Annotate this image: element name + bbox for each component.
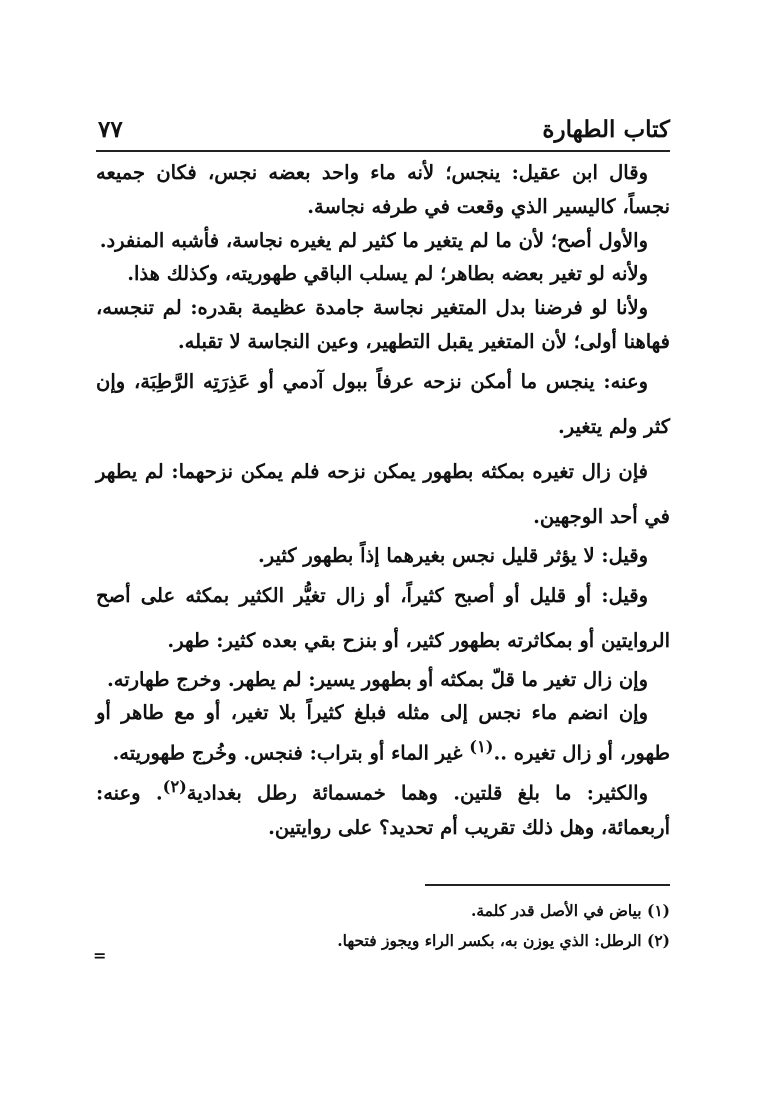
paragraph: وإن زال تغير ما قلّ بمكثه أو بطهور يسير: لم يطهر. وخرج طهارته. (106, 667, 648, 691)
paragraph: ولأنه لو تغير بعضه بطاهر؛ لم يسلب الباقي طهوريته، وكذلك هذا. (127, 262, 648, 286)
footnote-divider (425, 884, 670, 886)
paragraph-text: غير الماء أو بتراب: فنجس. وخُرج طهوريته. (112, 741, 463, 765)
paragraph: فإن زال تغيره بمكثه بطهور يمكن نزحه فلم يمكن نزحهما: لم يطهر في أحد الوجهين. (96, 459, 670, 528)
footnote: (٢) الرطل: الذي يوزن به، بكسر الراء ويجوز فتحها. (337, 931, 670, 950)
continuation-mark: = (93, 946, 107, 965)
paragraph (96, 770, 670, 844)
paragraph: ولأنا لو فرضنا بدل المتغير نجاسة جامدة عظيمة بقدره: لم تنجسه، فهاهنا أولى؛ لأن المتغير يقبل التطهير، وعين النجاسة لا تقبله. (96, 296, 670, 353)
footnote-ref: (١) (469, 737, 494, 757)
paragraph: وعنه: ينجس ما أمكن نزحه عرفاً ببول آدمي أو عَذِرَتِه الرَّطِبَة، وإن كثر ولم يتغير. (96, 369, 670, 438)
page-number: ٧٧ (98, 116, 123, 143)
paragraph-text: وإن انضم ماء نجس إلى مثله فبلغ كثيراً بلا تغير، أو مع طاهر أو طهور، أو زال تغيره .. (96, 701, 670, 765)
paragraph-text: والكثير: ما بلغ قلتين. وهما خمسمائة رطل بغدادية (186, 781, 648, 805)
paragraph (96, 696, 670, 770)
footnote: (١) بياض في الأصل قدر كلمة. (470, 901, 670, 920)
footnote-ref: (٢) (162, 777, 187, 797)
footnotes (96, 896, 670, 956)
paragraph: وقيل: أو قليل أو أصبح كثيراً، أو زال تغيُّر الكثير بمكثه على أصح الروايتين أو بمكاثرته بطهور كثير، أو بنزح بقي بعده كثير: طهر. (96, 583, 670, 652)
paragraph: وقال ابن عقيل: ينجس؛ لأنه ماء واحد بعضه نجس، فكان جميعه نجساً، كاليسير الذي وقعت في طرفه نجاسة. (96, 161, 670, 218)
body-text (96, 156, 670, 845)
paragraph-text: . وعنه: أربعمائة، وهل ذلك تقريب أم تحديد؟ على روايتين. (96, 781, 670, 839)
page-header (96, 116, 670, 152)
running-title: كتاب الطهارة (542, 116, 670, 143)
paragraph: وقيل: لا يؤثر قليل نجس بغيرهما إذاً بطهور كثير. (257, 543, 648, 567)
paragraph: والأول أصح؛ لأن ما لم يتغير ما كثير لم يغيره نجاسة، فأشبه المنفرد. (99, 228, 648, 252)
